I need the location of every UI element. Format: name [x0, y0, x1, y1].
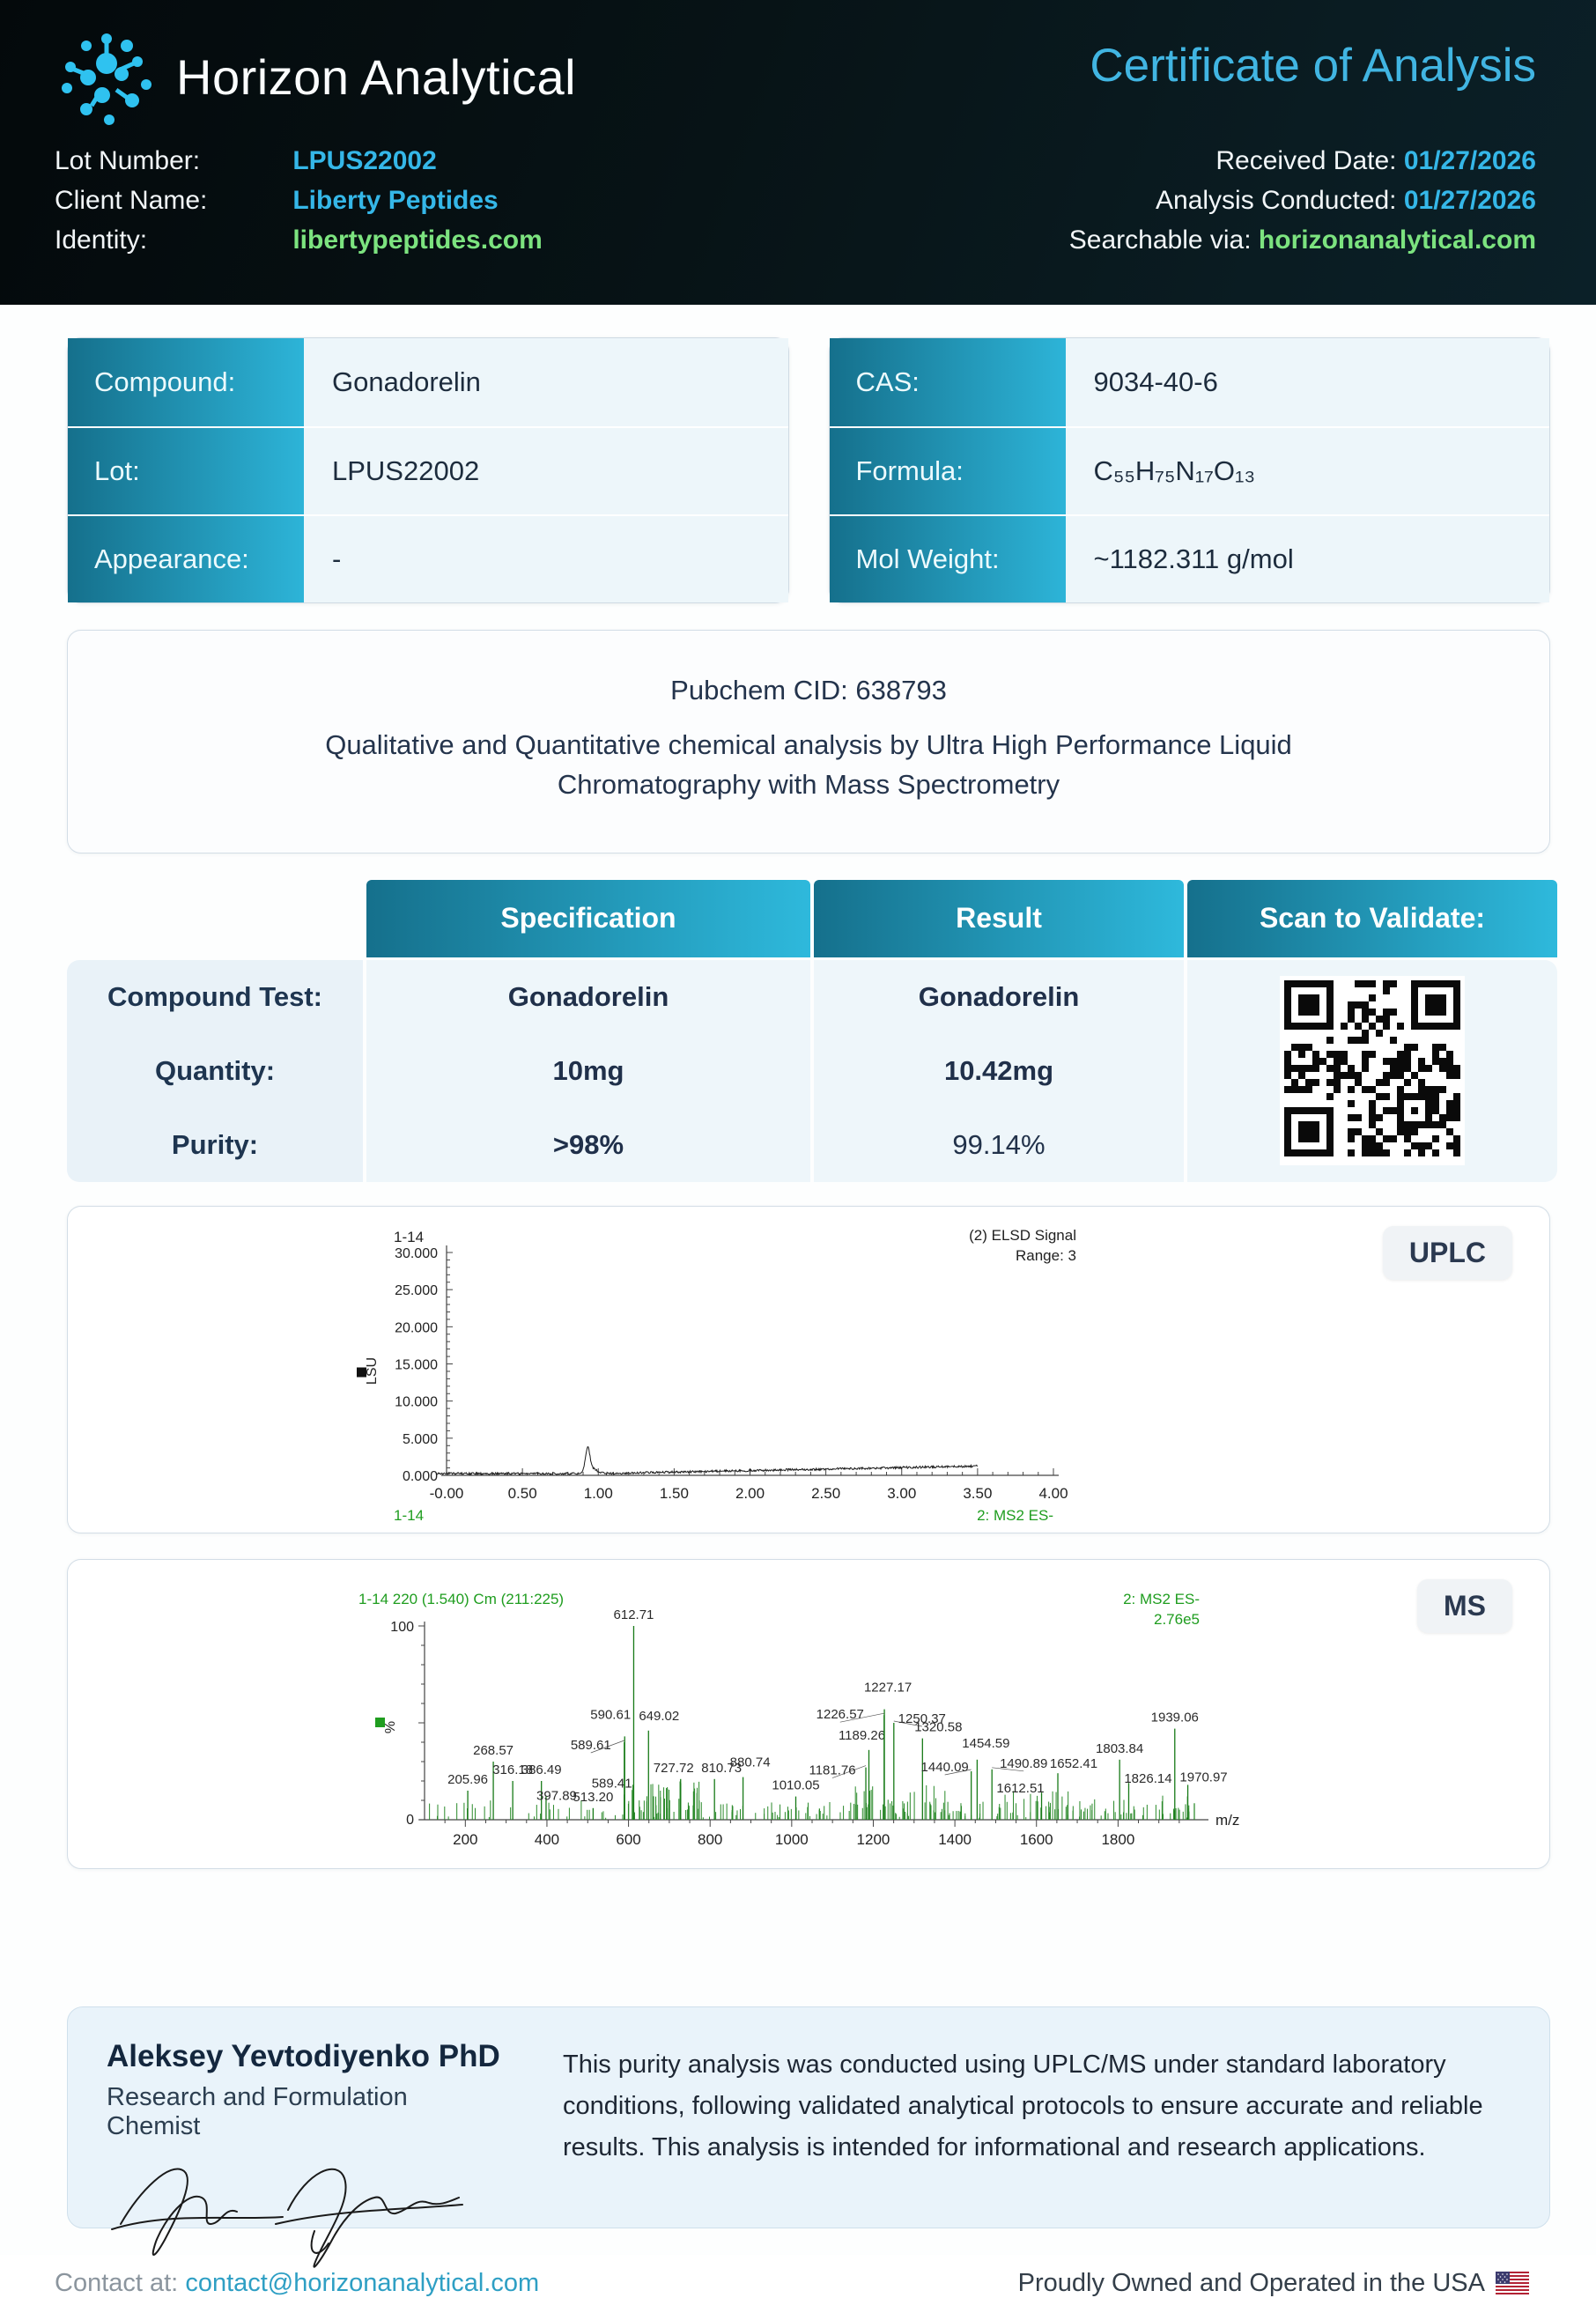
svg-text:1600: 1600: [1019, 1830, 1053, 1848]
pubchem-card: [67, 630, 1550, 853]
svg-text:1-14: 1-14: [394, 1228, 425, 1245]
svg-text:1226.57: 1226.57: [816, 1707, 864, 1723]
header: [0, 0, 1596, 305]
info-row: [68, 514, 788, 602]
info-value: 9034-40-6: [1066, 338, 1550, 426]
spec-row-label: Compound Test:: [67, 960, 363, 1034]
info-value: ~1182.311 g/mol: [1066, 516, 1550, 602]
svg-text:1227.17: 1227.17: [863, 1680, 913, 1696]
molecule-logo-icon: [55, 25, 159, 129]
svg-text:0.000: 0.000: [402, 1468, 438, 1484]
svg-text:649.02: 649.02: [639, 1708, 680, 1724]
svg-text:513.20: 513.20: [573, 1789, 614, 1805]
result-value: Gonadorelin: [814, 960, 1184, 1034]
svg-text:1826.14: 1826.14: [1124, 1771, 1172, 1787]
spec-header-row: [67, 880, 1550, 957]
svg-text:1200: 1200: [856, 1830, 890, 1848]
spec-value: >98%: [366, 1108, 810, 1182]
svg-text:1250.37: 1250.37: [898, 1711, 946, 1726]
svg-text:1181.76: 1181.76: [809, 1762, 856, 1778]
header-meta-right: [1069, 146, 1536, 255]
chemist-name: Aleksey Yevtodiyenko PhD: [107, 2038, 500, 2073]
svg-text:15.000: 15.000: [395, 1357, 438, 1373]
svg-text:2.76e5: 2.76e5: [1154, 1610, 1200, 1628]
svg-text:1010.05: 1010.05: [772, 1777, 820, 1793]
header-field-lot-number: Lot Number: LPUS22002: [55, 146, 437, 175]
compound-info-table-left: [67, 337, 789, 603]
info-row: [68, 426, 788, 514]
svg-text:810.73: 810.73: [701, 1760, 743, 1776]
info-value: Gonadorelin: [304, 338, 788, 426]
result-value: 99.14%: [814, 1108, 1184, 1182]
svg-text:3.50: 3.50: [963, 1484, 993, 1502]
ms-badge: MS: [1417, 1579, 1512, 1633]
spec-header-spacer: [67, 880, 363, 957]
svg-text:1.00: 1.00: [583, 1484, 613, 1502]
info-label: Appearance:: [68, 516, 304, 602]
svg-text:1-14 220 (1.540) Cm (211:225): 1-14 220 (1.540) Cm (211:225): [358, 1590, 565, 1607]
spec-row-label: Quantity:: [67, 1034, 363, 1108]
uplc-chart-card: [67, 1206, 1550, 1533]
svg-text:LSU: LSU: [365, 1356, 380, 1385]
pubchem-cid: Pubchem CID: 638793: [670, 675, 947, 706]
info-row: [830, 514, 1550, 602]
svg-text:%: %: [383, 1720, 398, 1733]
signature-card: [67, 2006, 1550, 2228]
spec-header-specification: Specification: [366, 880, 810, 957]
svg-text:590.61: 590.61: [590, 1707, 632, 1723]
result-value: 10.42mg: [814, 1034, 1184, 1108]
mass-spectrum: [68, 1560, 1549, 1868]
svg-text:0.50: 0.50: [507, 1484, 537, 1502]
svg-text:5.000: 5.000: [402, 1431, 438, 1447]
svg-text:0: 0: [406, 1812, 414, 1828]
svg-text:1-14: 1-14: [394, 1506, 425, 1524]
analysis-statement: This purity analysis was conducted using UPLC/MS under standard laboratory conditions, following validated analytical protocols to ensure accurate and reliable results. This analysis is intended for informational and research applications.: [563, 2050, 1483, 2161]
contact-email-link[interactable]: contact@horizonanalytical.com: [185, 2268, 540, 2297]
info-row: [830, 426, 1550, 514]
compound-info-section: [67, 337, 1550, 603]
analysis-description: Qualitative and Quantitative chemical analysis by Ultra High Performance Liquid Chromatography with Mass Spectrometry: [325, 729, 1292, 800]
svg-text:1189.26: 1189.26: [838, 1727, 886, 1743]
header-field-searchable-via: Searchable via: horizonanalytical.com: [1068, 225, 1536, 255]
svg-text:1612.51: 1612.51: [996, 1781, 1045, 1797]
svg-text:3.00: 3.00: [887, 1484, 917, 1502]
svg-text:589.61: 589.61: [570, 1737, 611, 1753]
uplc-badge: UPLC: [1383, 1226, 1512, 1280]
svg-text:1800: 1800: [1101, 1830, 1135, 1848]
svg-text:2: MS2 ES-: 2: MS2 ES-: [1123, 1590, 1200, 1607]
svg-text:30.000: 30.000: [395, 1245, 438, 1261]
svg-text:1.50: 1.50: [659, 1484, 689, 1502]
contact-label: Contact at:: [55, 2268, 179, 2297]
info-label: Lot:: [68, 428, 304, 514]
svg-text:m/z: m/z: [1215, 1811, 1240, 1829]
header-field-client-name: Client Name: Liberty Peptides: [55, 186, 499, 215]
info-value: -: [304, 516, 788, 602]
svg-text:612.71: 612.71: [613, 1607, 654, 1622]
info-value: C₅₅H₇₅N₁₇O₁₃: [1066, 428, 1550, 514]
header-field-identity: Identity: libertypeptides.com: [55, 225, 543, 255]
svg-text:205.96: 205.96: [447, 1771, 489, 1787]
svg-text:1939.06: 1939.06: [1150, 1710, 1199, 1725]
info-label: Mol Weight:: [830, 516, 1066, 602]
svg-text:1970.97: 1970.97: [1179, 1770, 1228, 1785]
svg-text:1000: 1000: [774, 1830, 809, 1848]
svg-text:386.49: 386.49: [521, 1762, 562, 1777]
ownership-text: Proudly Owned and Operated in the USA: [1017, 2268, 1485, 2297]
compound-info-table-right: [829, 337, 1551, 603]
svg-text:1400: 1400: [938, 1830, 972, 1848]
info-value: LPUS22002: [304, 428, 788, 514]
doc-title: Certificate of Analysis: [1090, 40, 1536, 92]
info-label: Formula:: [830, 428, 1066, 514]
info-row: [68, 338, 788, 426]
svg-text:4.00: 4.00: [1038, 1484, 1068, 1502]
brand-name: Horizon Analytical: [176, 48, 577, 105]
svg-text:200: 200: [453, 1830, 478, 1848]
svg-text:800: 800: [698, 1830, 723, 1848]
brand: [55, 25, 576, 129]
svg-text:-0.00: -0.00: [429, 1484, 464, 1502]
footer: [55, 2269, 1529, 2298]
info-row: [830, 338, 1550, 426]
svg-text:2: MS2 ES-: 2: MS2 ES-: [977, 1506, 1053, 1524]
svg-text:1454.59: 1454.59: [962, 1735, 1010, 1751]
svg-text:10.000: 10.000: [395, 1394, 438, 1410]
specification-table: [67, 880, 1550, 1182]
svg-text:20.000: 20.000: [395, 1320, 438, 1336]
svg-text:1652.41: 1652.41: [1049, 1756, 1098, 1772]
info-label: Compound:: [68, 338, 304, 426]
us-flag-icon: [1496, 2272, 1529, 2294]
svg-text:2.00: 2.00: [735, 1484, 765, 1502]
svg-text:1440.09: 1440.09: [920, 1759, 969, 1775]
svg-text:100: 100: [390, 1619, 414, 1635]
header-meta-left: [55, 146, 543, 255]
svg-text:727.72: 727.72: [653, 1760, 694, 1776]
header-field-analysis-conducted: Analysis Conducted: 01/27/2026: [1156, 186, 1536, 215]
svg-text:397.89: 397.89: [536, 1788, 577, 1804]
svg-text:(2) ELSD Signal: (2) ELSD Signal: [969, 1226, 1076, 1244]
spec-row-label: Purity:: [67, 1108, 363, 1182]
spec-value: Gonadorelin: [366, 960, 810, 1034]
svg-text:1320.58: 1320.58: [914, 1719, 963, 1735]
svg-text:1490.89: 1490.89: [1000, 1755, 1048, 1771]
svg-text:Range: 3: Range: 3: [1016, 1246, 1076, 1264]
svg-text:600: 600: [616, 1830, 641, 1848]
chemist-title: Research and Formulation Chemist: [107, 2082, 408, 2140]
svg-text:25.000: 25.000: [395, 1283, 438, 1299]
validation-qr-code: [1187, 960, 1557, 1182]
uplc-chromatogram: [68, 1207, 1549, 1533]
spec-header-result: Result: [814, 880, 1184, 957]
spec-body: [67, 960, 1550, 1182]
svg-text:1803.84: 1803.84: [1096, 1740, 1144, 1756]
svg-text:2.50: 2.50: [811, 1484, 841, 1502]
header-field-received-date: Received Date: 01/27/2026: [1215, 146, 1536, 175]
svg-text:268.57: 268.57: [473, 1742, 514, 1758]
spec-value: 10mg: [366, 1034, 810, 1108]
signature-icon: [107, 2148, 485, 2261]
svg-text:589.41: 589.41: [591, 1776, 632, 1792]
svg-text:880.74: 880.74: [729, 1755, 771, 1770]
ms-chart-card: [67, 1559, 1550, 1869]
svg-text:400: 400: [534, 1830, 560, 1848]
spec-header-scan: Scan to Validate:: [1187, 880, 1557, 957]
svg-text:316.18: 316.18: [492, 1762, 534, 1777]
info-label: CAS:: [830, 338, 1066, 426]
